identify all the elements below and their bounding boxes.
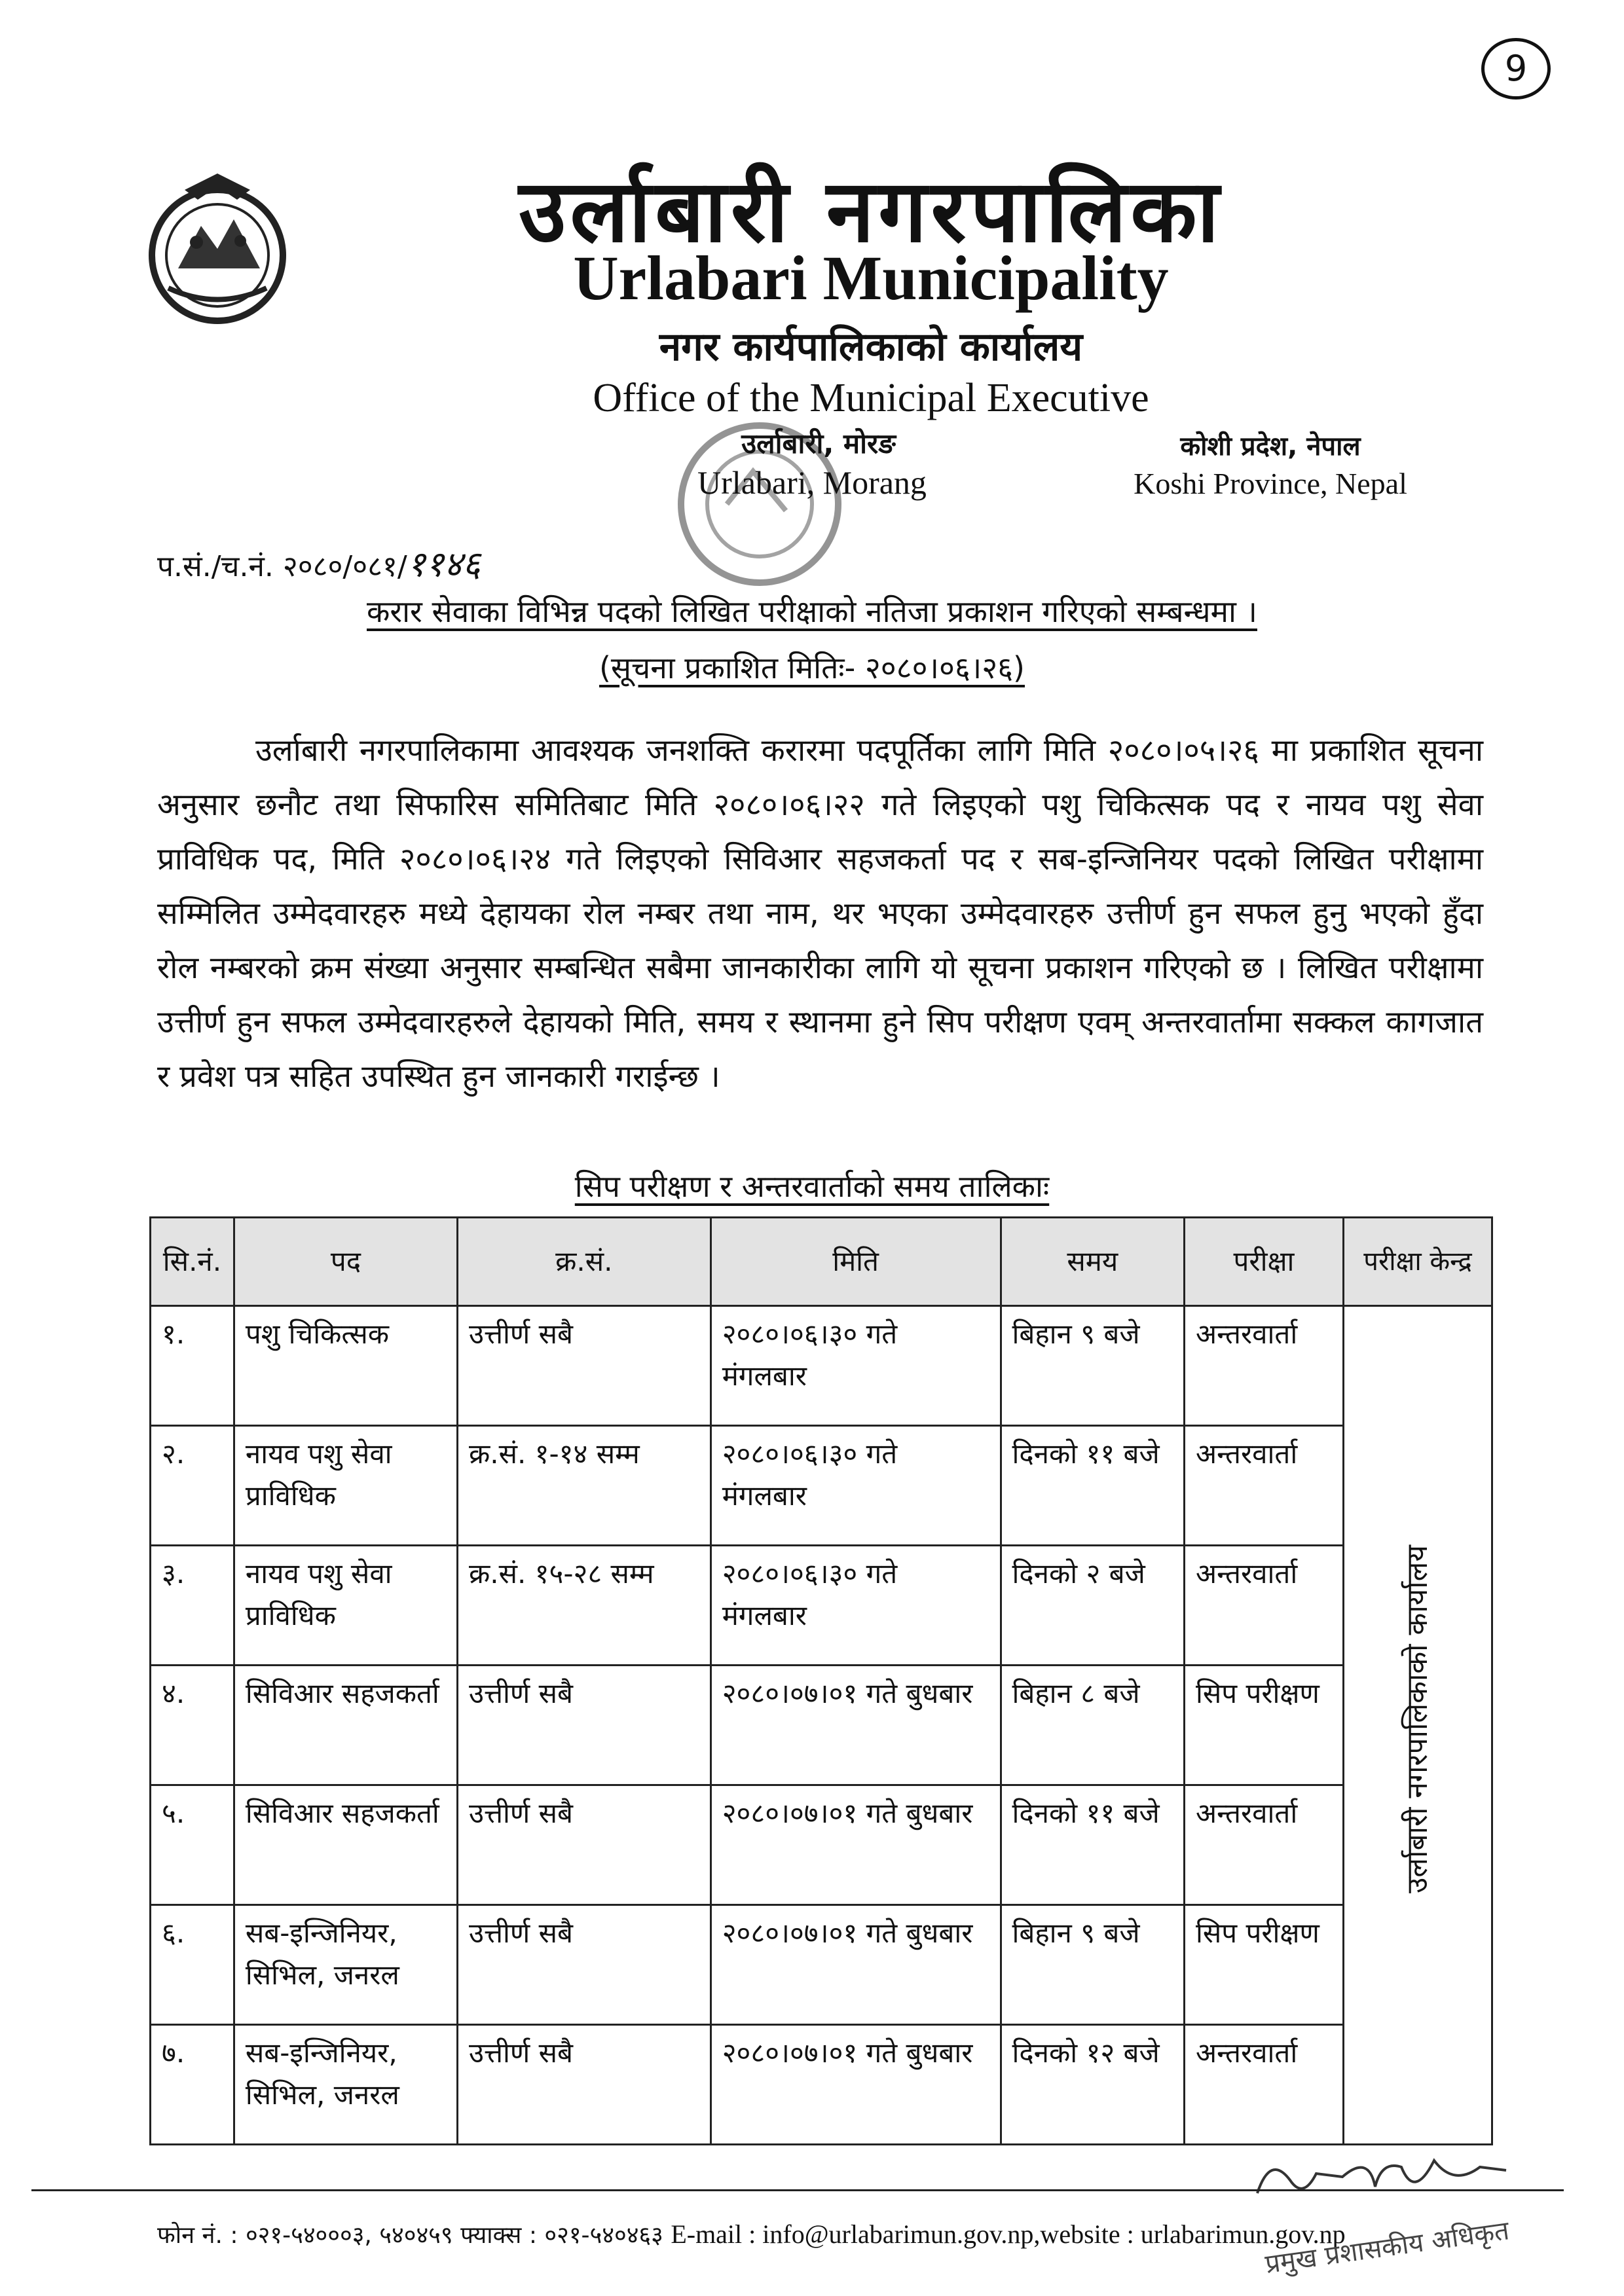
province-nepali: कोशी प्रदेश, नेपाल — [1180, 431, 1361, 462]
table-row — [151, 1306, 1492, 1426]
schedule-table — [149, 1216, 1493, 2145]
cell-post: सब-इन्जिनियर, सिभिल, जनरल — [234, 2025, 457, 2145]
cell-exam: सिप परीक्षण — [1185, 1666, 1344, 1785]
cell-date: २०८०।०६।३० गते मंगलबार — [710, 1426, 1001, 1546]
cell-roll: उत्तीर्ण सबै — [457, 1306, 710, 1426]
province-english: Koshi Province, Nepal — [1134, 467, 1407, 500]
cell-roll: उत्तीर्ण सबै — [457, 1785, 710, 1905]
cell-date: २०८०।०७।०१ गते बुधबार — [710, 1785, 1001, 1905]
cell-time: दिनको १२ बजे — [1001, 2025, 1185, 2145]
cell-serial: ५. — [151, 1785, 234, 1905]
reference-number — [157, 538, 481, 587]
cell-serial: ३. — [151, 1546, 234, 1666]
notice-body: उर्लाबारी नगरपालिकामा आवश्यक जनशक्ति करारमा पदपूर्तिका लागि मिति २०८०।०५।२६ मा प्रकाशित सूचना अनुसार छनौट तथा सिफारिस समितिबाट मिति २०८०।०६।२२ गते लिइएको पशु चिकित्सक पद र नायव पशु सेवा प्राविधिक पद, मिति २०८०।०६।२४ गते लिइएको सिविआर सहजकर्ता पद र सब-इन्जिनियर पदको लिखित परीक्षामा सम्मिलित उम्मेदवारहरु मध्ये देहायका रोल नम्बर तथा नाम, थर भएका उम्मेदवारहरु उत्तीर्ण हुन सफल हुनु भएको हुँदा रोल नम्बरको क्रम संख्या अनुसार सम्बन्धित सबैमा जानकारीका लागि यो सूचना प्रकाशन गरिएको छ । लिखित परीक्षामा उत्तीर्ण हुन सफल उम्मेदवारहरुले देहायको मिति, समय र स्थानमा हुने सिप परीक्षण एवम् अन्तरवार्तामा सक्कल कागजात र प्रवेश पत्र सहित उपस्थित हुन जानकारी गराईन्छ । — [157, 733, 1483, 1095]
cell-time: दिनको ११ बजे — [1001, 1426, 1185, 1546]
publication-date: (सूचना प्रकाशित मितिः- २०८०।०६।२६) — [599, 650, 1025, 685]
header-center: परीक्षा केन्द्र — [1343, 1218, 1492, 1306]
header-roll: क्र.सं. — [457, 1218, 710, 1306]
cell-date: २०८०।०६।३० गते मंगलबार — [710, 1546, 1001, 1666]
cell-time: बिहान ९ बजे — [1001, 1306, 1185, 1426]
office-title-english: Office of the Municipal Executive — [593, 376, 1149, 420]
table-row — [151, 1905, 1492, 2025]
cell-exam: अन्तरवार्ता — [1185, 1306, 1344, 1426]
cell-date: २०८०।०७।०१ गते बुधबार — [710, 1905, 1001, 2025]
header-post: पद — [234, 1218, 457, 1306]
notice-subject: करार सेवाका विभिन्न पदको लिखित परीक्षाको नतिजा प्रकाशन गरिएको सम्बन्धमा । — [367, 594, 1257, 629]
municipality-emblem-icon — [139, 164, 296, 334]
reference-label: प.सं./च.नं. २०८०/०८१/ — [157, 550, 407, 583]
cell-exam: अन्तरवार्ता — [1185, 1426, 1344, 1546]
cell-date: २०८०।०६।३० गते मंगलबार — [710, 1306, 1001, 1426]
header-exam: परीक्षा — [1185, 1218, 1344, 1306]
cell-post: सब-इन्जिनियर, सिभिल, जनरल — [234, 1905, 457, 2025]
address-english: Urlabari, Morang — [697, 464, 927, 501]
cell-date: २०८०।०७।०१ गते बुधबार — [710, 1666, 1001, 1785]
cell-roll: उत्तीर्ण सबै — [457, 2025, 710, 2145]
cell-post: सिविआर सहजकर्ता — [234, 1666, 457, 1785]
footer-phone: फोन नं. : ०२१-५४०००३, ५४०४५९ फ्याक्स : ०२१-५४०४६३ — [157, 2222, 671, 2249]
header-date: मिति — [710, 1218, 1001, 1306]
table-row — [151, 1546, 1492, 1666]
cell-serial: ६. — [151, 1905, 234, 2025]
cell-roll: क्र.सं. १५-२८ सम्म — [457, 1546, 710, 1666]
exam-center-label: उर्लाबारी नगरपालिकाको कार्यालय — [1400, 1545, 1434, 1893]
cell-exam: अन्तरवार्ता — [1185, 2025, 1344, 2145]
footer-email-website: E-mail : info@urlabarimun.gov.np,website : urlabarimun.gov.np — [671, 2219, 1346, 2249]
cell-time: बिहान ९ बजे — [1001, 1905, 1185, 2025]
cell-time: दिनको २ बजे — [1001, 1546, 1185, 1666]
cell-exam: अन्तरवार्ता — [1185, 1785, 1344, 1905]
cell-post: पशु चिकित्सक — [234, 1306, 457, 1426]
cell-exam: सिप परीक्षण — [1185, 1905, 1344, 2025]
table-row — [151, 1426, 1492, 1546]
title-nepali: उर्लाबारी नगरपालिका — [519, 161, 1223, 262]
cell-post: सिविआर सहजकर्ता — [234, 1785, 457, 1905]
cell-serial: ४. — [151, 1666, 234, 1785]
title-english: Urlabari Municipality — [573, 243, 1169, 313]
table-header-row — [151, 1218, 1492, 1306]
cell-serial: २. — [151, 1426, 234, 1546]
cell-time: दिनको ११ बजे — [1001, 1785, 1185, 1905]
table-row — [151, 2025, 1492, 2145]
table-row — [151, 1785, 1492, 1905]
office-title-nepali: नगर कार्यपालिकाको कार्यालय — [659, 324, 1083, 370]
schedule-title: सिप परीक्षण र अन्तरवार्ताको समय तालिकाः — [574, 1169, 1050, 1204]
address-nepali: उर्लाबारी, मोरङ — [741, 428, 896, 460]
cell-serial: १. — [151, 1306, 234, 1426]
cell-post: नायव पशु सेवा प्राविधिक — [234, 1546, 457, 1666]
cell-serial: ७. — [151, 2025, 234, 2145]
header-time: समय — [1001, 1218, 1185, 1306]
header-serial: सि.नं. — [151, 1218, 234, 1306]
cell-exam-center — [1343, 1306, 1492, 2145]
footer-divider — [31, 2189, 1564, 2191]
cell-roll: क्र.सं. १-१४ सम्म — [457, 1426, 710, 1546]
page-number: 9 — [1481, 38, 1551, 100]
reference-handwritten-number: ११४६ — [407, 543, 481, 585]
signature-icon — [1244, 2141, 1519, 2213]
cell-time: बिहान ८ बजे — [1001, 1666, 1185, 1785]
table-row — [151, 1666, 1492, 1785]
cell-date: २०८०।०७।०१ गते बुधबार — [710, 2025, 1001, 2145]
cell-exam: अन्तरवार्ता — [1185, 1546, 1344, 1666]
officer-stamp-text: प्रमुख प्रशासकीय अधिकृत — [1263, 2215, 1511, 2280]
cell-post: नायव पशु सेवा प्राविधिक — [234, 1426, 457, 1546]
cell-roll: उत्तीर्ण सबै — [457, 1666, 710, 1785]
cell-roll: उत्तीर्ण सबै — [457, 1905, 710, 2025]
